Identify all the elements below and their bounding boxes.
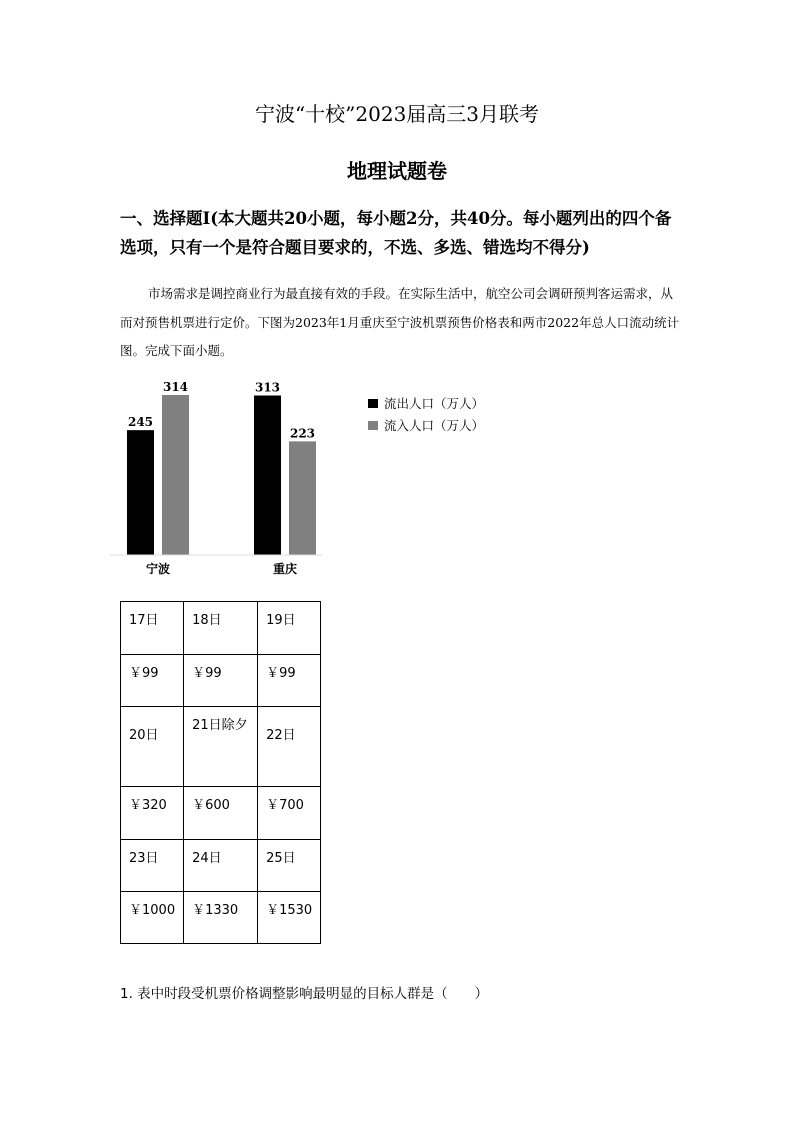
table-cell: ￥1530 [258,892,321,944]
bar-inflow-0 [162,395,189,555]
bar-inflow-1 [289,441,316,555]
table-cell: ￥99 [121,655,184,707]
bar-value-label: 313 [254,380,281,395]
bar-outflow-0 [127,430,154,555]
inflow-swatch [368,421,378,430]
table-cell: ￥700 [258,787,321,840]
table-row [121,602,321,655]
legend-label-inflow: 流入人口（万人） [384,418,485,433]
table-cell: 23日 [121,840,184,892]
category-label: 重庆 [272,562,298,576]
table-cell: 18日 [184,602,258,655]
outflow-swatch [368,399,378,408]
bar-value-label: 223 [289,426,316,441]
chart-bars [127,380,316,555]
chart-legend [368,392,484,436]
bar-value-label: 314 [162,380,189,394]
category-label: 宁波 [145,562,171,576]
table-cell: ￥1330 [184,892,258,944]
table-cell: 22日 [258,707,321,787]
category-labels [146,561,297,576]
bar-value-label: 245 [127,415,154,430]
legend-item-outflow [368,392,484,414]
table-cell: 25日 [258,840,321,892]
table-cell: ￥600 [184,787,258,840]
question-1: 1. 表中时段受机票价格调整影响最明显的目标人群是（ ） [120,986,489,1002]
table-cell: ￥1000 [121,892,184,944]
table-row [121,892,321,944]
population-flow-chart [110,370,340,582]
table-row [121,707,321,787]
table-row [121,655,321,707]
bar-outflow-1 [254,396,281,555]
table-cell: ￥99 [258,655,321,707]
table-cell: 17日 [121,602,184,655]
table-cell: ￥320 [121,787,184,840]
table-cell: 19日 [258,602,321,655]
legend-label-outflow: 流出人口（万人） [384,396,485,411]
table-cell: 21日除夕 [184,707,258,787]
intro-paragraph: 市场需求是调控商业行为最直接有效的手段。在实际生活中，航空公司会调研预判客运需求，从而对预售机票进行定价。下图为2023年1月重庆至宁波机票预售价格表和两市2022年总人口流动统计图。完成下面小题。 [120,286,680,358]
table-cell: ￥99 [184,655,258,707]
section-heading: 一、选择题Ⅰ(本大题共20小题，每小题2分，共40分。每小题列出的四个备选项，只有一个是符合题目要求的，不选、多选、错选均不得分) [120,209,672,257]
page-title: 宁波“十校”2023届高三3月联考 [254,102,540,126]
table-cell: 20日 [121,707,184,787]
ticket-price-table [120,601,321,944]
table-row [121,840,321,892]
legend-item-inflow [368,414,484,436]
exam-subject-title: 地理试题卷 [347,159,447,183]
table-row [121,787,321,840]
table-cell: 24日 [184,840,258,892]
